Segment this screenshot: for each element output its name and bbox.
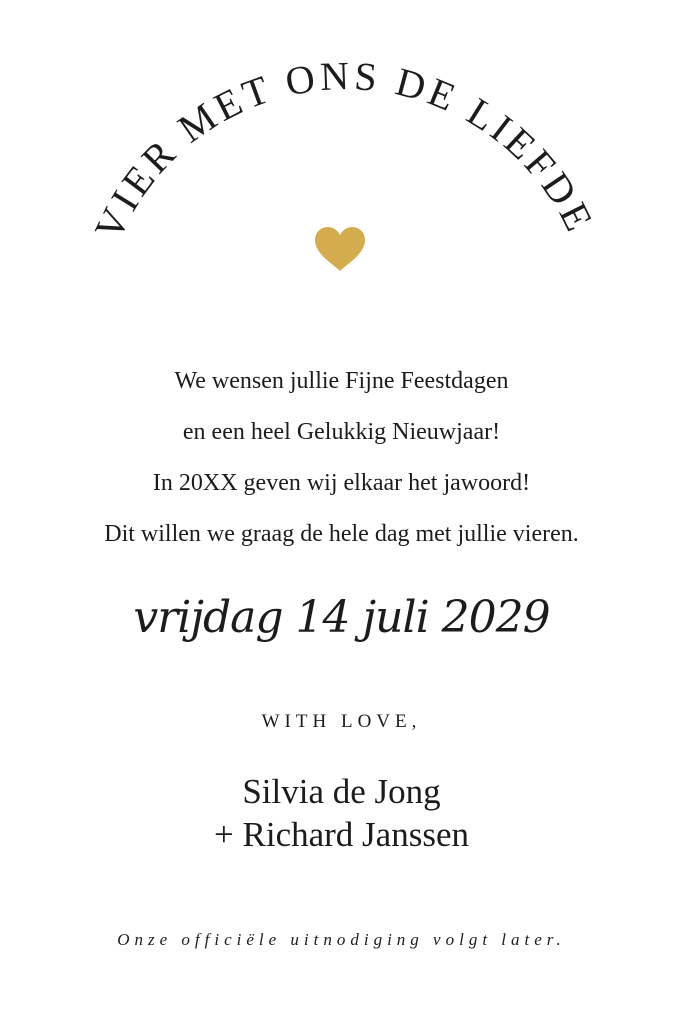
greeting-message (0, 356, 683, 560)
message-line: We wensen jullie Fijne Feestdagen (174, 368, 509, 394)
closing-text: WITH LOVE, (261, 711, 422, 732)
heart-icon (313, 226, 367, 272)
couple-names (0, 770, 683, 856)
message-line: en een heel Gelukkig Nieuwjaar! (182, 419, 501, 445)
name-first: Silvia de Jong (242, 772, 441, 811)
message-line: In 20XX geven wij elkaar het jawoord! (152, 470, 531, 496)
footer-note: Onze officiële uitnodiging volgt later. (117, 930, 566, 949)
message-line: Dit willen we graag de hele dag met jullie vieren. (104, 521, 579, 547)
wedding-date: vrijdag 14 juli 2029 (133, 592, 550, 643)
heading-text: VIER MET ONS DE LIEFDE (85, 52, 604, 247)
name-second: + Richard Janssen (214, 815, 469, 854)
